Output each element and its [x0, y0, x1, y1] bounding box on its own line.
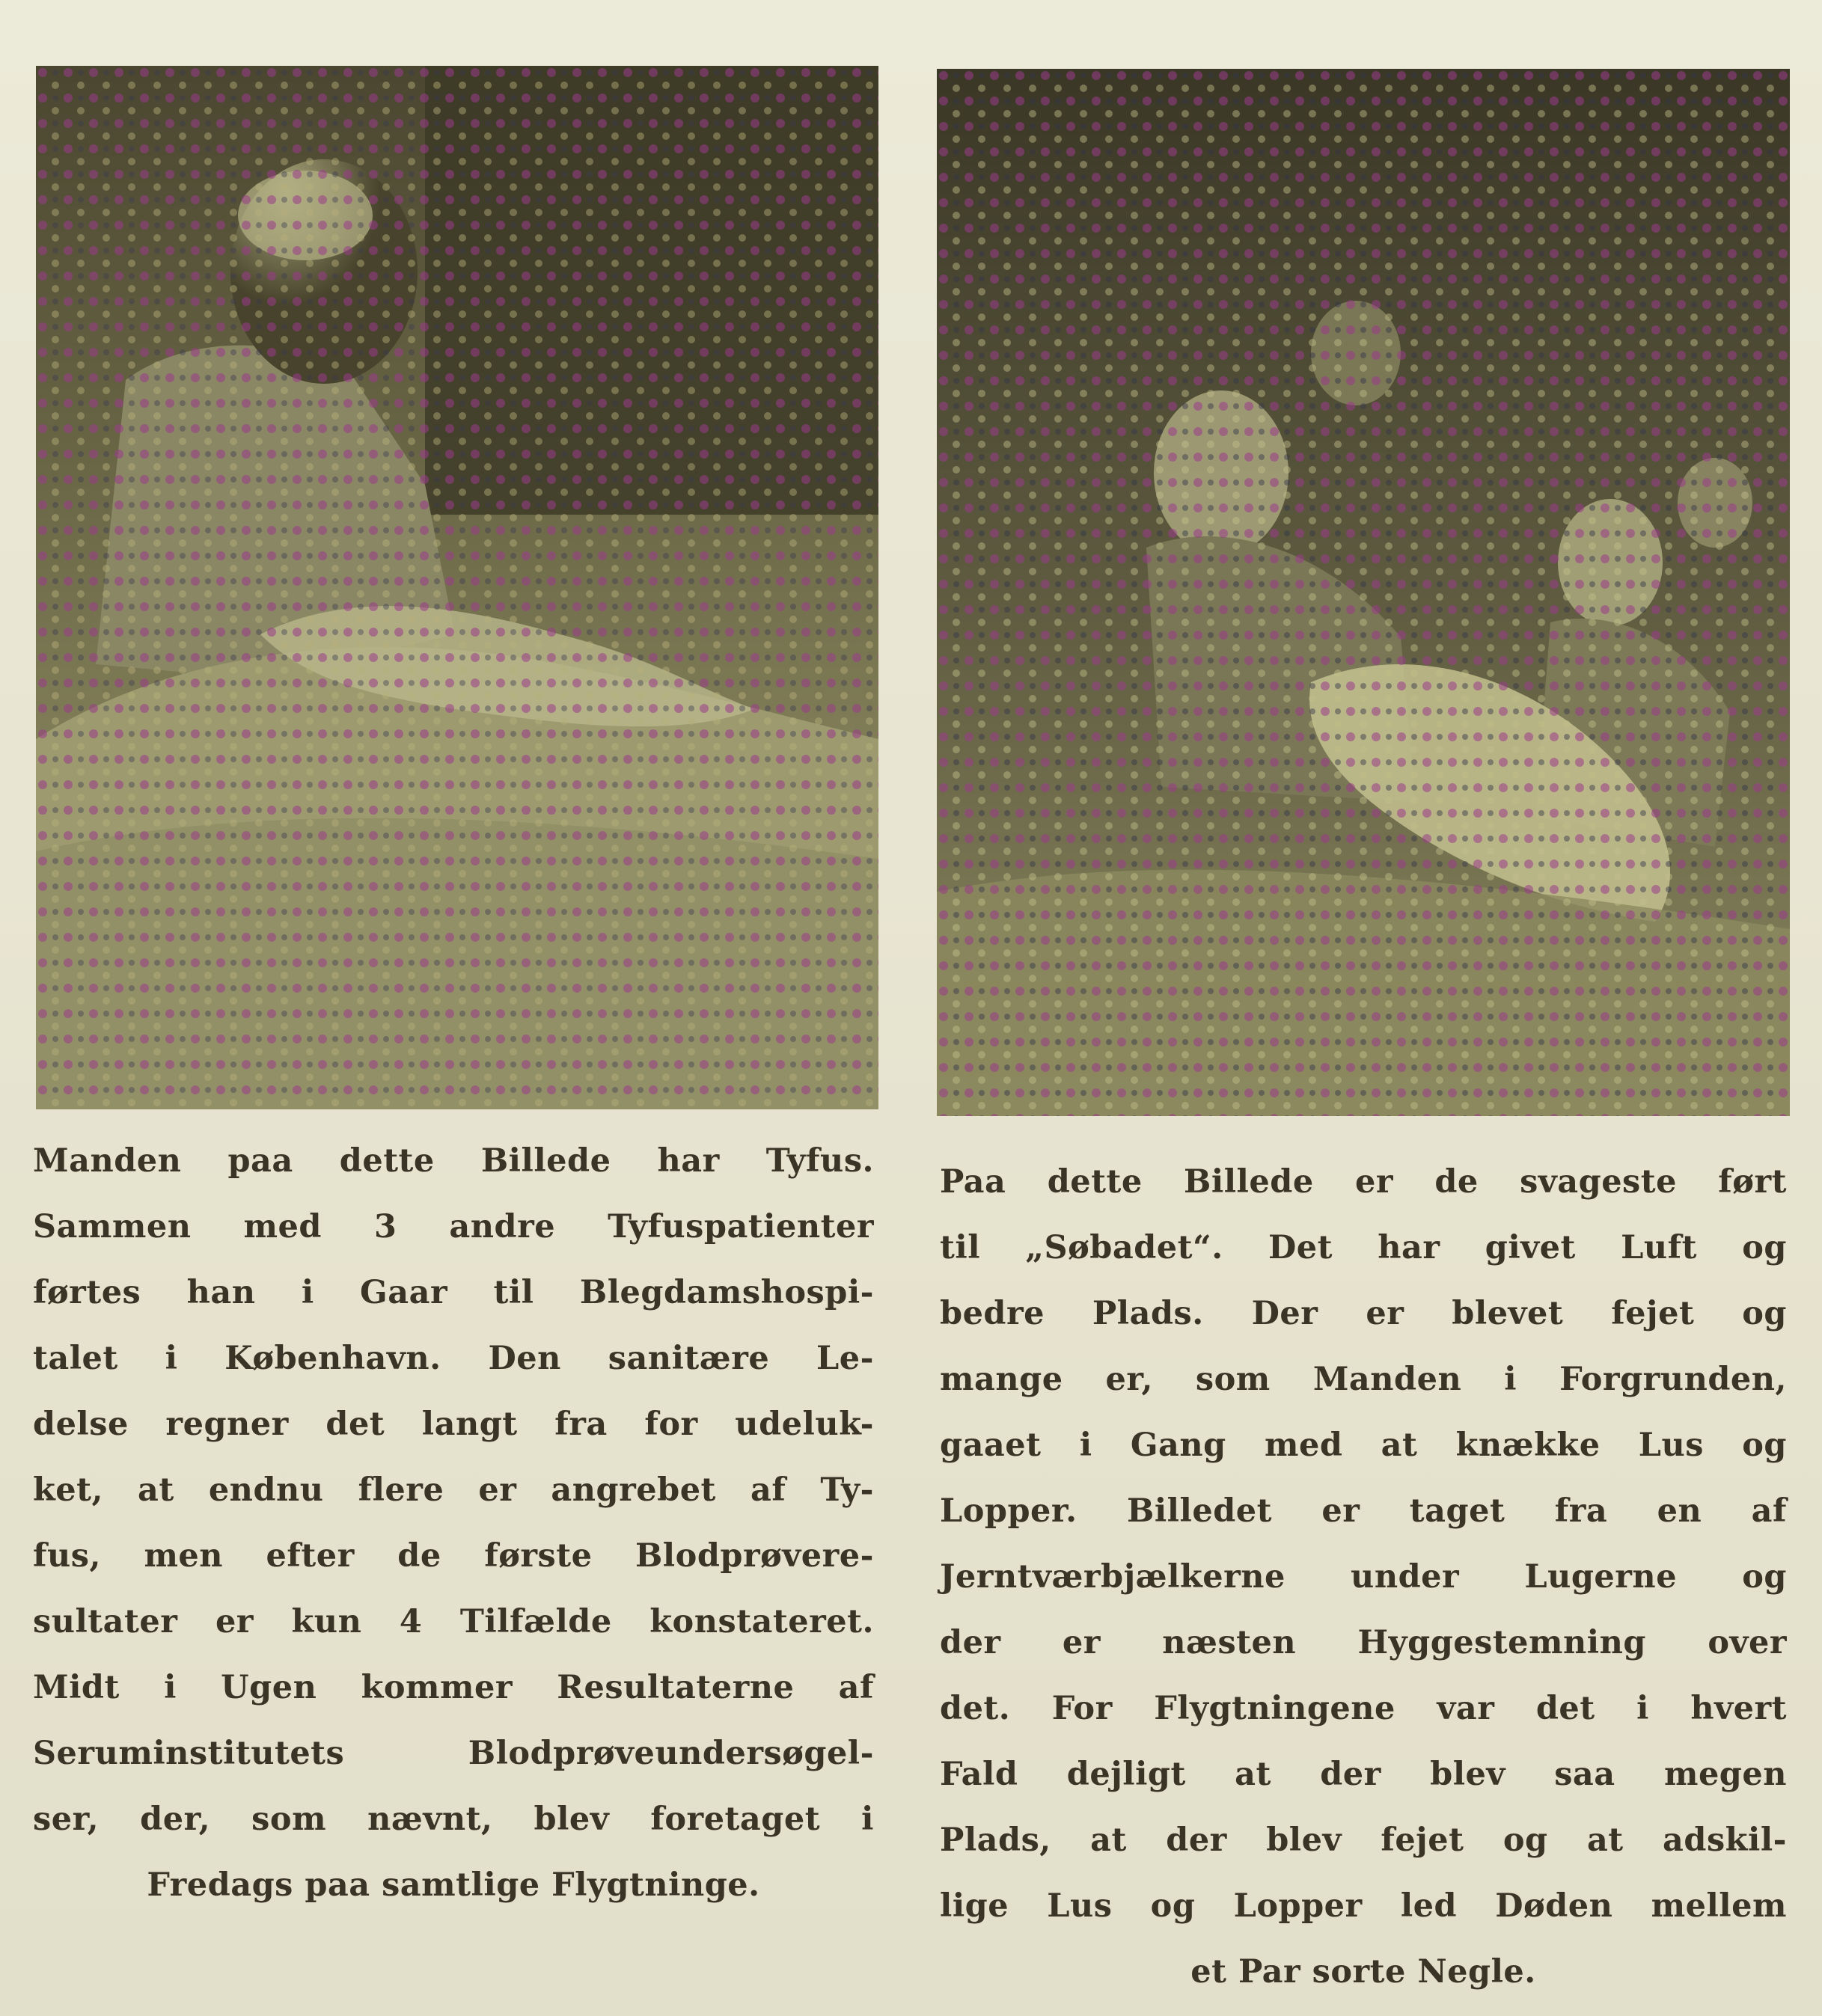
caption-line: et Par sorte Negle. [1190, 1953, 1536, 1991]
left-photo-image [36, 66, 878, 1109]
caption-line: Seruminstitutets Blodprøveundersøgel- [33, 1735, 874, 1772]
caption-line: mange er, som Manden i Forgrunden, [940, 1361, 1787, 1398]
caption-line: bedre Plads. Der er blevet fejet og [940, 1295, 1787, 1332]
caption-line: talet i København. Den sanitære Le- [33, 1340, 874, 1377]
right-caption [940, 1149, 1787, 2005]
caption-line: Fredags paa samtlige Flygtninge. [147, 1866, 760, 1904]
caption-line: Sammen med 3 andre Tyfuspatienter [33, 1208, 874, 1246]
left-caption [33, 1128, 874, 1918]
caption-line: det. For Flygtningene var det i hvert [940, 1690, 1787, 1727]
caption-line: til „Søbadet“. Det har givet Luft og [940, 1229, 1787, 1266]
caption-line: Midt i Ugen kommer Resultaterne af [33, 1669, 874, 1706]
caption-line: Manden paa dette Billede har Tyfus. [33, 1142, 874, 1180]
right-photo-image [937, 69, 1790, 1116]
caption-line: delse regner det langt fra for udeluk- [33, 1406, 874, 1443]
left-photo [36, 66, 878, 1109]
caption-line: Jerntværbjælkerne under Lugerne og [940, 1558, 1787, 1596]
caption-line: der er næsten Hyggestemning over [940, 1624, 1787, 1661]
caption-line: fus, men efter de første Blodprøvere- [33, 1537, 874, 1575]
caption-line: ser, der, som nævnt, blev foretaget i [33, 1801, 874, 1838]
caption-line: førtes han i Gaar til Blegdamshospi- [33, 1274, 874, 1311]
right-photo [937, 69, 1790, 1116]
caption-line: lige Lus og Lopper led Døden mellem [940, 1887, 1787, 1925]
caption-line: ket, at endnu flere er angrebet af Ty- [33, 1471, 874, 1509]
caption-line: Paa dette Billede er de svageste ført [940, 1163, 1787, 1201]
caption-line: Plads, at der blev fejet og at adskil- [940, 1822, 1787, 1859]
caption-line: sultater er kun 4 Tilfælde konstateret. [33, 1603, 874, 1640]
caption-line: gaaet i Gang med at knække Lus og [940, 1427, 1787, 1464]
caption-line: Fald dejligt at der blev saa megen [940, 1756, 1787, 1793]
caption-line: Lopper. Billedet er taget fra en af [940, 1492, 1787, 1530]
